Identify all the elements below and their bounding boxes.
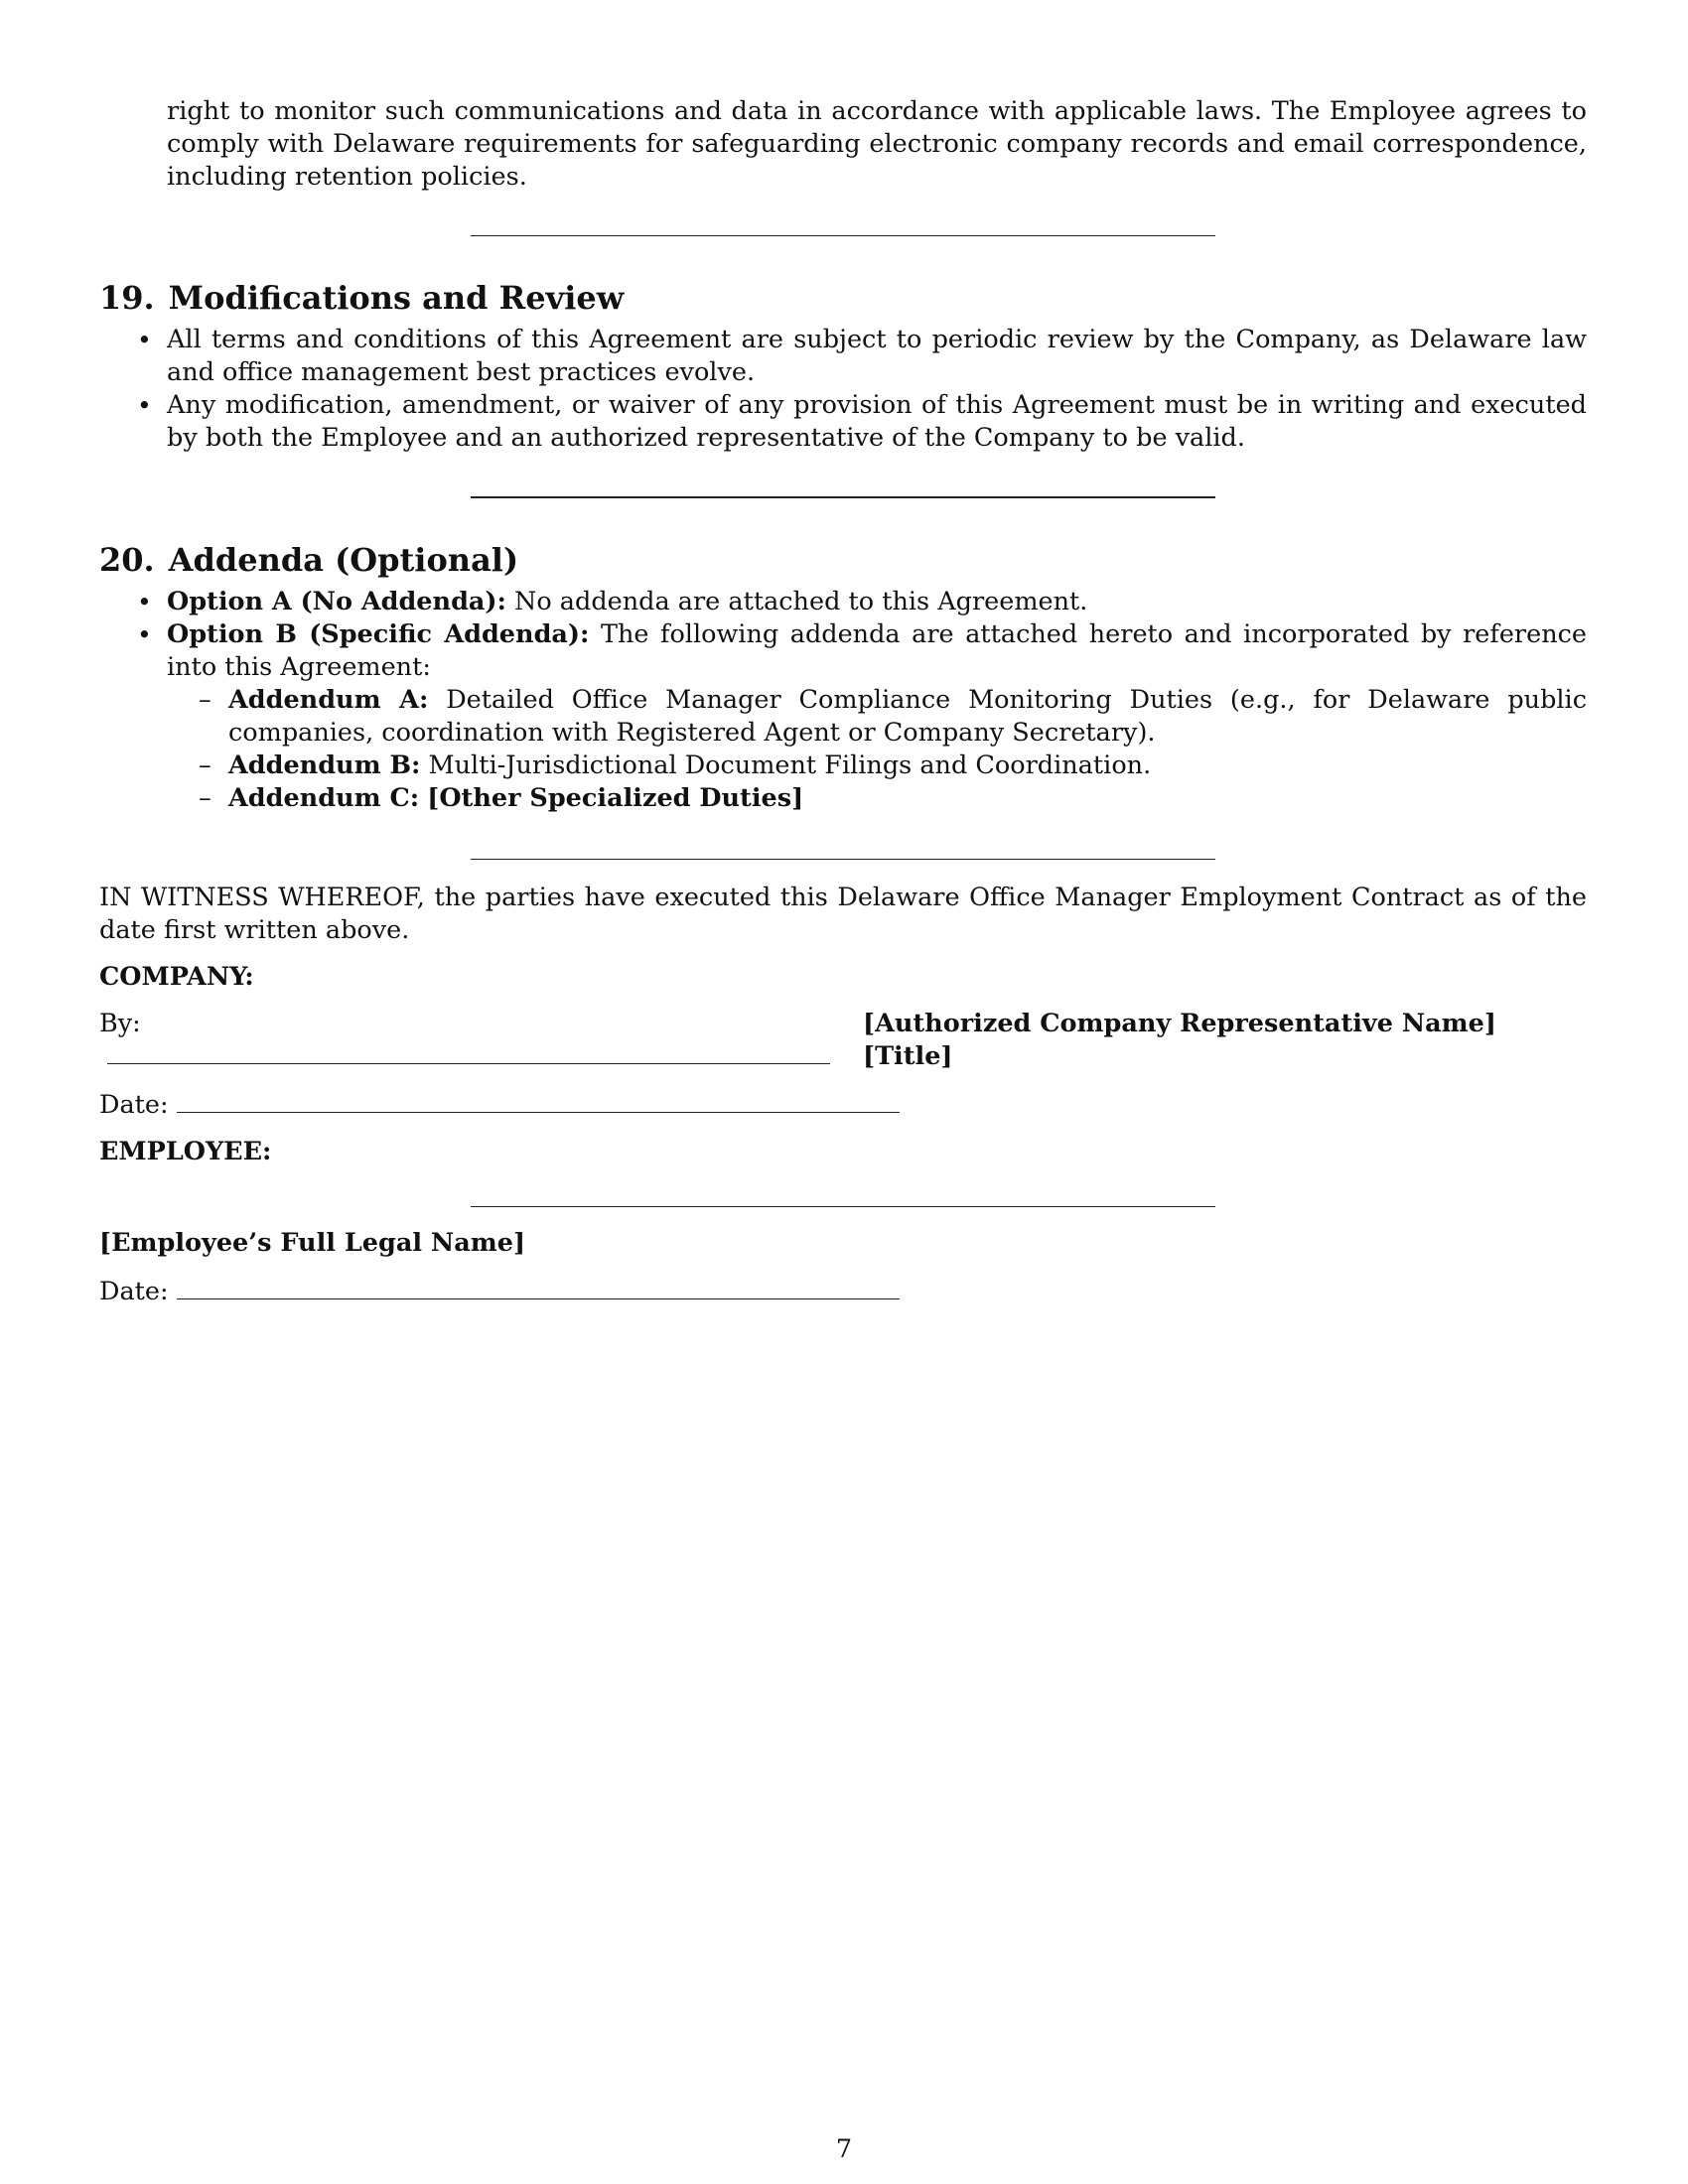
section-20-heading [99, 540, 1587, 580]
list-item: • All terms and conditions of this Agreement are subject to periodic review by the Company, as Delaware law and office management best practices evolve. [99, 324, 1587, 389]
section-divider [471, 235, 1215, 236]
company-by-label: By: [99, 1009, 141, 1038]
section-20-list [99, 586, 1587, 815]
employee-signature-line[interactable] [471, 1206, 1215, 1207]
option-b-text: The following addenda are attached hereto and incorporated by reference into this Agreement: [167, 619, 1587, 682]
list-item [167, 684, 1587, 750]
section-divider [471, 496, 1215, 498]
company-rep-name: [Authorized Company Representative Name] [Title] [863, 1009, 1496, 1071]
employee-date-label: Date: [99, 1277, 169, 1306]
list-item [167, 782, 1587, 815]
employee-date-line[interactable] [177, 1277, 900, 1299]
list-item [167, 750, 1587, 782]
section-divider [471, 859, 1215, 860]
addendum-b-text: Multi-Jurisdictional Document Filings and Coordination. [428, 751, 1152, 780]
document-page [99, 95, 1587, 1308]
addendum-a-text: Detailed Office Manager Compliance Monitoring Duties (e.g., for Delaware public companies, coordination with Registered Agent or Company Secretary). [228, 685, 1587, 748]
option-a-label: Option A (No Addenda): [167, 587, 506, 616]
company-by-row [99, 1008, 1587, 1073]
addendum-a-label: Addendum A: [228, 685, 429, 715]
option-b-label: Option B (Specific Addenda): [167, 619, 590, 649]
section-20-title: Addenda (Optional) [168, 541, 519, 579]
section-20-number: 20. [99, 541, 155, 579]
addendum-b-label: Addendum B: [228, 751, 421, 780]
witness-paragraph: IN WITNESS WHEREOF, the parties have executed this Delaware Office Manager Employment Contract as of the date first written above. [99, 883, 1587, 945]
addenda-list [167, 684, 1587, 815]
section-19-heading [99, 278, 1587, 318]
section-19-number: 19. [99, 279, 155, 317]
company-date-row [99, 1089, 1587, 1122]
employee-heading: EMPLOYEE: [99, 1137, 272, 1166]
continuation-paragraph: right to monitor such communications and data in accordance with applicable laws. The Employee agrees to comply with Delaware requirements for safeguarding electronic company records and email correspondence, including retention policies. [167, 96, 1587, 192]
employee-name: [Employee’s Full Legal Name] [99, 1228, 526, 1258]
option-a-text: No addenda are attached to this Agreement. [514, 587, 1088, 616]
addendum-c-text: [Other Specialized Duties] [427, 783, 804, 813]
section-19-list [99, 324, 1587, 455]
company-date-label: Date: [99, 1090, 169, 1120]
list-item: • Any modification, amendment, or waiver of any provision of this Agreement must be in writing and executed by both the Employee and an authorized representative of the Company to be valid. [99, 389, 1587, 455]
company-heading: COMPANY: [99, 962, 254, 992]
section-19-title: Modifications and Review [168, 279, 625, 317]
company-date-line[interactable] [177, 1090, 900, 1113]
page-number: 7 [835, 2134, 853, 2164]
employee-date-row [99, 1276, 1587, 1308]
addendum-c-label: Addendum C: [228, 783, 420, 813]
company-by-group [99, 1008, 863, 1073]
list-item [99, 586, 1587, 618]
list-item [99, 618, 1587, 815]
company-signature-line[interactable] [107, 1041, 830, 1064]
